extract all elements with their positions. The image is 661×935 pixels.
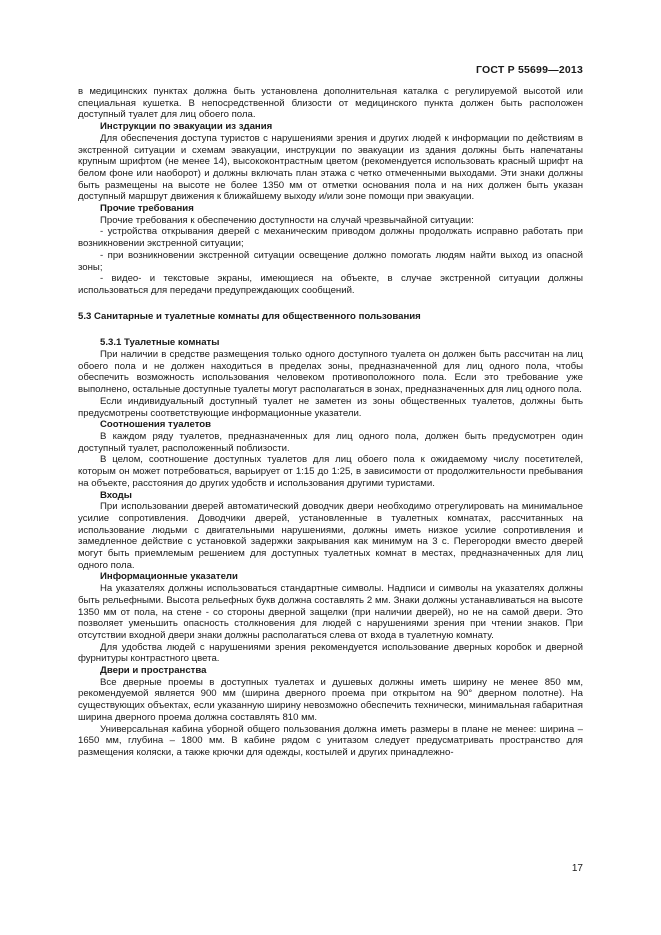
paragraph: При наличии в средстве размещения только одного доступного туалета он должен быть рассчитан на лиц обоего пола и не должен находиться в пределах зоны, предназначенной для лиц одного пола, чтобы обеспечить возможность использования человеком противоположного пола. Если это требование уже выполнено, остальные доступные туалеты могут располагаться в зонах, предназначенных для лиц одного пола. — [78, 349, 583, 396]
list-item: - при возникновении экстренной ситуации освещение должно помогать людям найти выход из опасной зоны; — [78, 249, 583, 273]
subheading-doors-and-spaces: Двери и пространства — [100, 665, 207, 677]
section-heading-5-3: 5.3 Санитарные и туалетные комнаты для общественного пользования — [78, 310, 421, 322]
page-number: 17 — [571, 863, 583, 874]
subheading-other-requirements: Прочие требования — [100, 203, 194, 215]
paragraph: Универсальная кабина уборной общего пользования должна иметь размеры в плане не менее: ширина – 1650 мм, глубина – 1800 мм. В кабине рядом с унитазом следует предусматривать пространство для размещения коляски, а также крючки для одежды, костылей и других принадлежно- — [78, 723, 583, 758]
list-item: - устройства открывания дверей с механическим приводом должны продолжать исправно работать при возникновении экстренной ситуации; — [78, 226, 583, 250]
paragraph: При использовании дверей автоматический доводчик двери необходимо отрегулировать на минимальное усилие сопротивления. Доводчики дверей, установленные в туалетных комнатах, рассчитанных на использование людьми с двигательными нарушениями, должны иметь низкое усилие сопротивления и замедленное действие с установкой задержки закрывания как минимум на 3 с. Перегородки вместо дверей могут быть приемлемым решением для доступных туалетных комнат в местах, предназначенных для лиц одного пола. — [78, 501, 583, 571]
standard-designation: ГОСТ Р 55699—2013 — [475, 64, 583, 76]
subheading-information-signs: Информационные указатели — [100, 571, 238, 583]
list-item: - видео- и текстовые экраны, имеющиеся на объекте, в случае экстренной ситуации должны использоваться для передачи предупреждающих сообщений. — [78, 273, 583, 296]
paragraph: В каждом ряду туалетов, предназначенных для лиц одного пола, должен быть предусмотрен один доступный туалет, расположенный поблизости. — [78, 430, 583, 454]
subheading-toilet-ratios: Соотношения туалетов — [100, 419, 212, 431]
paragraph: На указателях должны использоваться стандартные символы. Надписи и символы на указателях должны быть рельефными. Высота рельефных букв должна составлять 2 мм. Знаки должны устанавливаться на высоте 1350 мм от пола, на стене - со стороны дверной защелки (при наличии дверей), но не на самой двери. Это позволяет уменьшить опасность столкновения для людей с нарушениями зрения при чтении знаков. При отсутствии входной двери знаки должны располагаться слева от входа в туалетную комнату. — [78, 583, 583, 641]
page-body — [78, 86, 583, 759]
subheading-entrances: Входы — [100, 489, 132, 501]
subheading-evacuation-instructions: Инструкции по эвакуации из здания — [100, 121, 273, 133]
paragraph: В целом, соотношение доступных туалетов для лиц обоего пола к ожидаемому числу посетителей, которым он может потребоваться, варьирует от 1:15 до 1:25, в зависимости от продолжительности пребывания на объекте, расстояния до других удобств и использования другими туристами. — [78, 454, 583, 489]
subsection-heading-5-3-1: 5.3.1 Туалетные комнаты — [100, 337, 220, 349]
paragraph: в медицинских пунктах должна быть установлена дополнительная каталка с регулируемой высотой или специальная кушетка. В непосредственной близости от медицинского пункта должен быть расположен доступный туалет для лиц обоего пола. — [78, 86, 583, 121]
paragraph: Все дверные проемы в доступных туалетах и душевых должны иметь ширину не менее 850 мм, рекомендуемой является 900 мм (ширина дверного проема при открытом на 90° дверном полотне). На существующих объектах, если указанную ширину невозможно обеспечить технически, минимальная габаритная ширина дверного проема должна составлять 810 мм. — [78, 676, 583, 723]
paragraph: Если индивидуальный доступный туалет не заметен из зоны общественных туалетов, должны быть предусмотрены соответствующие информационные указатели. — [78, 395, 583, 419]
paragraph: Для удобства людей с нарушениями зрения рекомендуется использование дверных коробок и дверной фурнитуры контрастного цвета. — [78, 641, 583, 665]
paragraph: Для обеспечения доступа туристов с нарушениями зрения и других людей к информации по действиям в экстренной ситуации и схемам эвакуации, инструкции по эвакуации из здания должны быть напечатаны крупным шрифтом (не менее 14), высококонтрастным цветом (рекомендуется использовать красный шрифт на белом фоне или наоборот) и должны включать план этажа с четко отмеченными выходами. Эти знаки должны быть размещены на высоте не более 1350 мм от отметки основания пола и на них должен быть указан доступный маршрут движения к ближайшему выходу и/или зоне помощи при эвакуации. — [78, 132, 583, 203]
paragraph: Прочие требования к обеспечению доступности на случай чрезвычайной ситуации: — [100, 214, 474, 226]
